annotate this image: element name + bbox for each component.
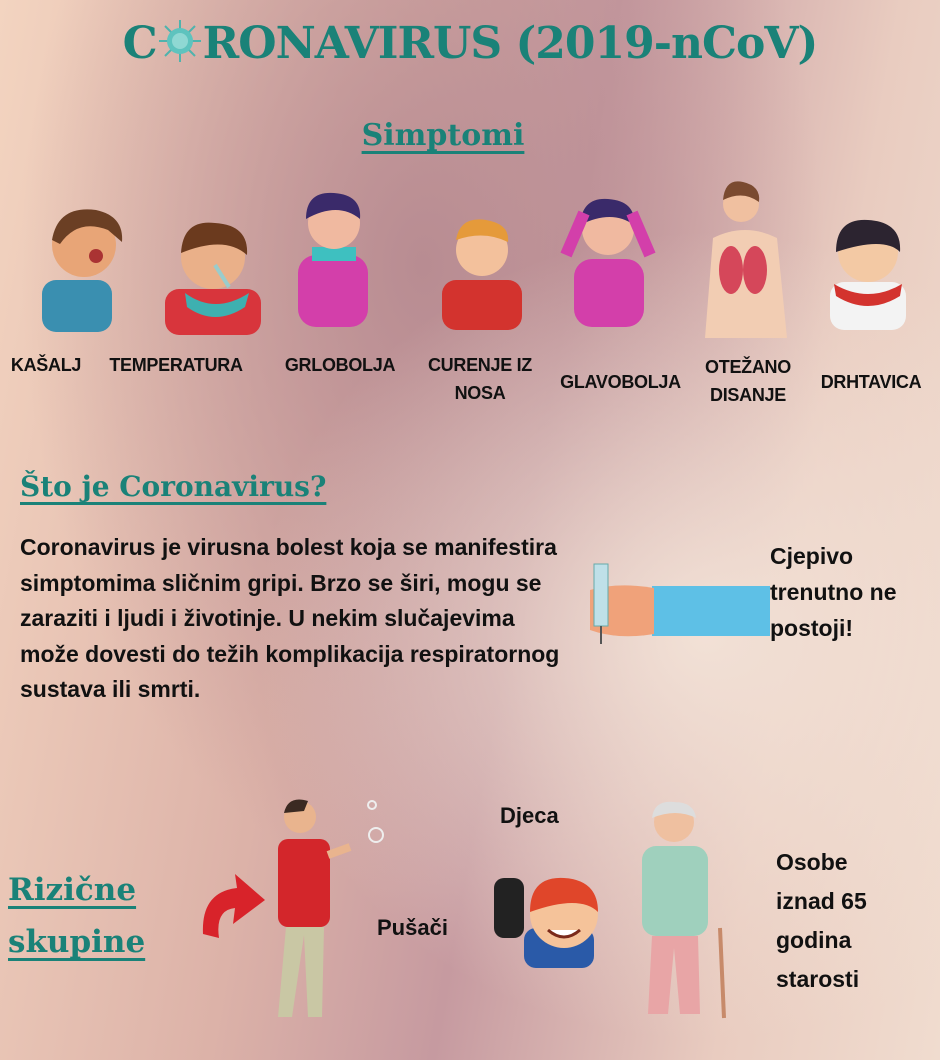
children-label: Djeca xyxy=(500,803,559,828)
syringe-arm-illustration xyxy=(578,560,770,646)
title-c: C xyxy=(122,18,157,69)
about-heading: Što je Coronavirus? xyxy=(20,470,327,503)
symptom-cough: KAŠALJ xyxy=(10,355,82,375)
sore-throat-illustration xyxy=(290,185,374,337)
elderly-label: Osobe iznad 65 godina starosti xyxy=(776,849,867,992)
symptoms-heading: Simptomi xyxy=(361,118,525,153)
headache-illustration xyxy=(556,185,662,330)
chills-illustration xyxy=(824,212,912,330)
smokers-label: Pušači xyxy=(377,915,448,940)
virus-icon xyxy=(157,18,203,64)
risk-heading: Rizične skupine xyxy=(8,872,146,960)
symptom-runny-nose: CURENJE IZ NOSA xyxy=(427,355,533,403)
symptom-headache: GLAVOBOLJA xyxy=(560,372,681,392)
page-title xyxy=(0,18,940,69)
symptom-sore-throat: GRLOBOLJA xyxy=(284,355,396,375)
elderly-illustration xyxy=(628,798,728,1022)
cough-illustration xyxy=(38,200,130,332)
smoker-illustration xyxy=(268,795,393,1027)
breathing-difficulty-illustration xyxy=(695,178,795,343)
fever-illustration xyxy=(165,215,263,335)
symptom-fever: TEMPERATURA xyxy=(109,355,243,375)
runny-nose-illustration xyxy=(430,212,538,332)
symptom-breathing: OTEŽANO DISANJE xyxy=(705,357,791,405)
about-text: Coronavirus je virusna bolest koja se manifestira simptomima sličnim gripi. Brzo se širi, mogu se zaraziti i ljudi i životinje. U nekim slučajevima može dovesti do težih komplikacija respiratornog sustava ili smrti. xyxy=(20,534,560,702)
red-arrow-icon xyxy=(193,872,267,942)
symptom-chills: DRHTAVICA xyxy=(820,372,922,392)
title-rest: RONAVIRUS (2019-nCoV) xyxy=(202,18,818,69)
child-illustration xyxy=(494,868,610,976)
vaccine-text: Cjepivo trenutno ne postoji! xyxy=(770,543,897,641)
